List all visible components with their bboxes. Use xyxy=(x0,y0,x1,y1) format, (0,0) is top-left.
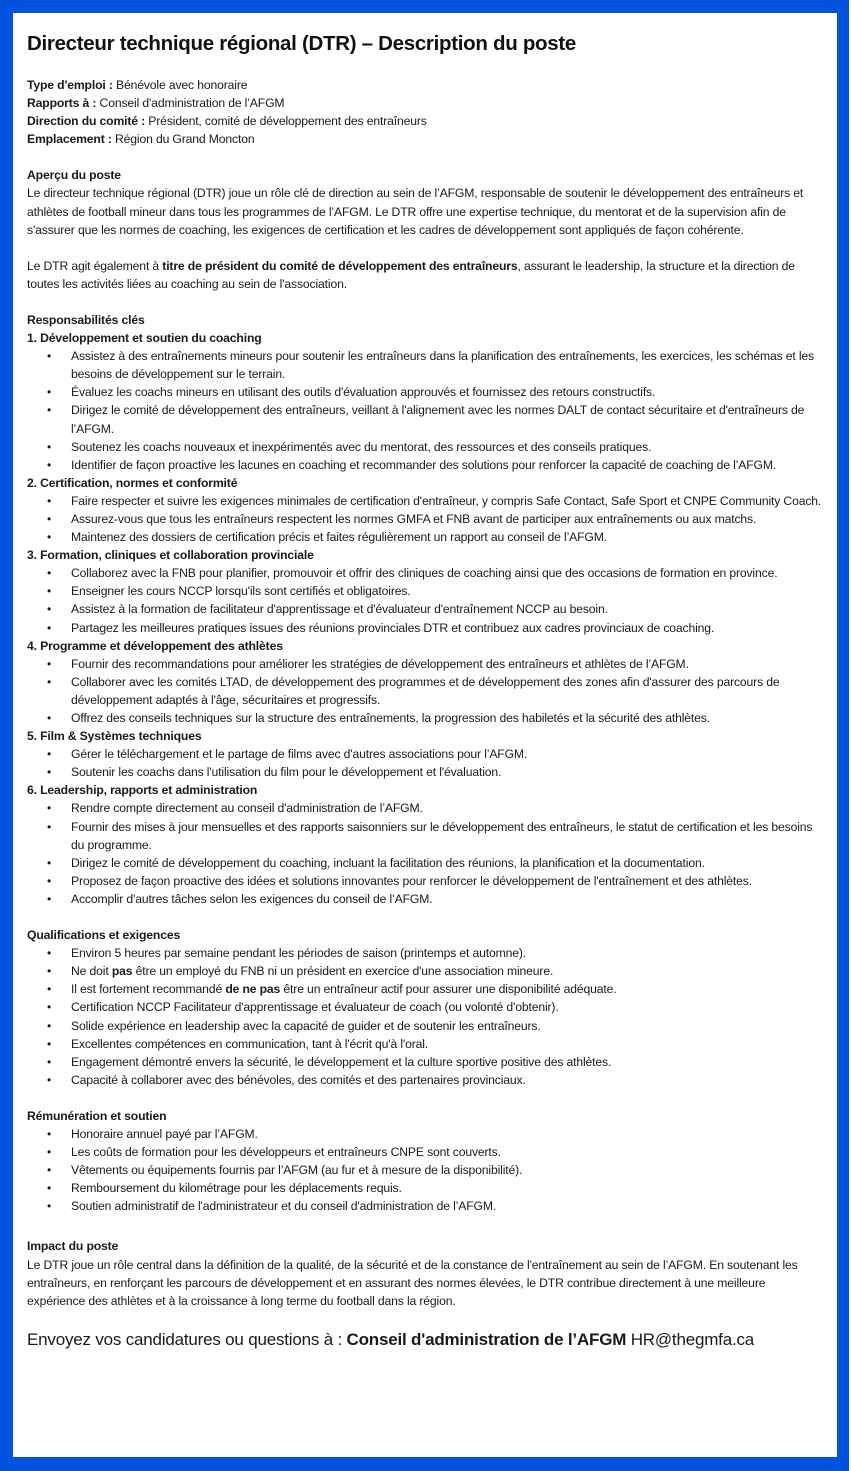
responsibility-list xyxy=(27,564,823,636)
emphasis: pas xyxy=(111,964,133,979)
section-title: Rémunération et soutien xyxy=(27,1108,167,1123)
meta-label: Type d'emploi : xyxy=(27,78,113,92)
subsection-heading: 2. Certification, normes et conformité xyxy=(27,475,238,490)
list-item: • Identifier de façon proactive les lacunes en coaching et recommander des solutions pour renforcer la capacité de coaching de l’AFGM. xyxy=(71,456,823,474)
responsibility-list xyxy=(27,492,823,546)
meta-value: Président, comité de développement des entraîneurs xyxy=(145,114,427,129)
subsection-heading: 1. Développement et soutien du coaching xyxy=(27,331,262,346)
text: Il est fortement recommandé xyxy=(71,982,226,997)
list-item: • Collaborez avec la FNB pour planifier, promouvoir et offrir des cliniques de coaching ainsi que des occasions de formation en province. xyxy=(71,564,823,582)
emphasis: de ne pas xyxy=(225,982,281,997)
list-item: • Collaborer avec les comités LTAD, de développement des programmes et de développement des zones afin d'assurer des parcours de développement adaptés à l'âge, sécuritaires et progressifs. xyxy=(71,673,823,709)
list-item xyxy=(71,980,823,998)
overview-paragraph: Le directeur technique régional (DTR) joue un rôle clé de direction au sein de l’AFGM, responsable de soutenir le développement des entraîneurs et athlètes de football mineur dans tous les programmes de l’AFGM. Le DTR offre une expertise technique, du mentorat et de la supervision afin de s'assurer que les normes de coaching, les exigences de certification et les cadres de développement sont appliqués de façon cohérente. xyxy=(27,186,804,237)
list-item: • Proposez de façon proactive des idées et solutions innovantes pour renforcer le développement de l'entraînement et des athlètes. xyxy=(71,872,823,890)
responsibilities-section xyxy=(27,311,823,908)
list-item: • Soutenir les coachs dans l'utilisation du film pour le développement et l'évaluation. xyxy=(71,763,823,781)
list-item xyxy=(71,1071,823,1089)
list-item: • Assistez à la formation de facilitateur d'apprentissage et d'évaluateur d'entraînement NCCP au besoin. xyxy=(71,600,823,618)
list-item: • Dirigez le comité de développement des entraîneurs, veillant à l'alignement avec les normes DALT de contact sécuritaire et d'entraîneurs de l’AFGM. xyxy=(71,401,823,437)
list-item: • Faire respecter et suivre les exigences minimales de certification d'entraîneur, y compris Safe Contact, Safe Sport et CNPE Community Coach. xyxy=(71,492,823,510)
meta-label: Rapports à : xyxy=(27,96,97,111)
list-item: • Soutenez les coachs nouveaux et inexpérimentés avec du mentorat, des ressources et des conseils pratiques. xyxy=(71,438,823,456)
section-title: Responsabilités clés xyxy=(27,312,145,327)
responsibility-list xyxy=(27,655,823,727)
emphasis: titre de président du comité de développement des entraîneurs xyxy=(162,258,518,273)
text: , assurant le leadership, la structure et la direction de toutes les activités liées au coaching au sein de l'association. xyxy=(27,258,795,291)
contact-line xyxy=(27,1329,823,1351)
list-item xyxy=(71,1053,823,1071)
text: Excellentes compétences en communication, tant à l'écrit qu'à l'oral. xyxy=(71,1036,429,1051)
meta-label: Emplacement : xyxy=(27,132,112,147)
text: Capacité à collaborer avec des bénévoles, des comités et des partenaires provinciaux. xyxy=(71,1072,526,1087)
text: Le DTR agit également à xyxy=(27,258,163,273)
responsibility-groups xyxy=(27,329,823,908)
impact-paragraph: Le DTR joue un rôle central dans la définition de la qualité, de la sécurité et de la constance de l'entraînement au sein de l’AFGM. En soutenant les entraîneurs, en renforçant les parcours de développement et en assurant des normes élevées, le DTR contribue directement à une meilleure expérience des athlètes et à la croissance à long terme du football dans la région. xyxy=(27,1257,798,1308)
subsection-heading: 5. Film & Systèmes techniques xyxy=(27,729,202,744)
list-item: • Partagez les meilleures pratiques issues des réunions provinciales DTR et contribuez aux cadres provinciaux de coaching. xyxy=(71,619,823,637)
compensation-section xyxy=(27,1107,823,1216)
section-title: Impact du poste xyxy=(27,1239,119,1254)
impact-section xyxy=(27,1237,823,1309)
meta-reports-to xyxy=(27,94,823,112)
list-item: • Maintenez des dossiers de certification précis et faites régulièrement un rapport au conseil de l’AFGM. xyxy=(71,528,823,546)
list-item: • Accomplir d'autres tâches selon les exigences du conseil de l’AFGM. xyxy=(71,890,823,908)
text: Engagement démontré envers la sécurité, le développement et la culture sportive positive des athlètes. xyxy=(71,1054,612,1069)
list-item: • Fournir des recommandations pour améliorer les stratégies de développement des entraîneurs et athlètes de l’AFGM. xyxy=(71,655,823,673)
subsection-heading: 4. Programme et développement des athlètes xyxy=(27,638,283,653)
meta-employment-type xyxy=(27,76,823,94)
list-item: • Assurez-vous que tous les entraîneurs respectent les normes GMFA et FNB avant de participer aux entraînements ou aux matchs. xyxy=(71,510,823,528)
meta-value: Région du Grand Moncton xyxy=(111,132,255,147)
subsection-heading: 3. Formation, cliniques et collaboration provinciale xyxy=(27,548,314,563)
list-item: • Fournir des mises à jour mensuelles et des rapports saisonniers sur le développement des entraîneurs, le statut de certification et les besoins du programme. xyxy=(71,818,823,854)
contact-organization: Conseil d'administration de l’AFGM xyxy=(346,1329,627,1349)
list-item: • Soutien administratif de l'administrateur et du conseil d'administration de l’AFGM. xyxy=(71,1197,823,1215)
list-item: • Rendre compte directement au conseil d'administration de l’AFGM. xyxy=(71,799,823,817)
list-item: • Évaluez les coachs mineurs en utilisant des outils d'évaluation approuvés et fournissez des retours constructifs. xyxy=(71,383,823,401)
list-item: • Vêtements ou équipements fournis par l’AFGM (au fur et à mesure de la disponibilité). xyxy=(71,1161,823,1179)
overview-paragraph-2 xyxy=(27,257,823,293)
list-item: • Dirigez le comité de développement du coaching, incluant la facilitation des réunions, la planification et la documentation. xyxy=(71,854,823,872)
list-item xyxy=(71,944,823,962)
text: Environ 5 heures par semaine pendant les périodes de saison (printemps et automne). xyxy=(71,946,527,961)
subsection-heading: 6. Leadership, rapports et administration xyxy=(27,783,258,798)
responsibility-list xyxy=(27,799,823,908)
list-item xyxy=(71,962,823,980)
list-item xyxy=(71,1017,823,1035)
list-item: • Honoraire annuel payé par l’AFGM. xyxy=(71,1125,823,1143)
qualifications-list xyxy=(27,944,823,1089)
list-item: • Les coûts de formation pour les développeurs et entraîneurs CNPE sont couverts. xyxy=(71,1143,823,1161)
meta-value: Conseil d'administration de l’AFGM xyxy=(96,96,285,111)
page-title: Directeur technique régional (DTR) – Description du poste xyxy=(27,32,577,55)
text: Solide expérience en leadership avec la capacité de guider et de soutenir les entraîneurs. xyxy=(71,1018,541,1033)
list-item xyxy=(71,998,823,1016)
meta-location xyxy=(27,130,823,148)
list-item: • Remboursement du kilométrage pour les déplacements requis. xyxy=(71,1179,823,1197)
text: être un employé du FNB ni un président en exercice d'une association mineure. xyxy=(132,964,554,979)
overview-section xyxy=(27,166,823,293)
list-item: • Assistez à des entraînements mineurs pour soutenir les entraîneurs dans la planification des entraînements, les exercices, les schémas et les besoins de développement sur le terrain. xyxy=(71,347,823,383)
text: être un entraîneur actif pour assurer une disponibilité adéquate. xyxy=(280,982,617,997)
responsibility-list xyxy=(27,745,823,781)
text: Certification NCCP Facilitateur d'apprentissage et évaluateur de coach (ou volonté d'obtenir). xyxy=(71,1000,559,1015)
qualifications-section xyxy=(27,926,823,1089)
contact-text: Envoyez vos candidatures ou questions à : xyxy=(27,1329,347,1349)
meta-value: Bénévole avec honoraire xyxy=(112,78,248,92)
list-item: • Enseigner les cours NCCP lorsqu'ils sont certifiés et obligatoires. xyxy=(71,582,823,600)
meta-committee-direction xyxy=(27,112,823,130)
list-item: • Offrez des conseils techniques sur la structure des entraînements, la progression des habiletés et la sécurité des athlètes. xyxy=(71,709,823,727)
meta-label: Direction du comité : xyxy=(27,114,146,129)
contact-email[interactable]: HR@thegmfa.ca xyxy=(626,1329,755,1349)
list-item xyxy=(71,1035,823,1053)
section-title: Qualifications et exigences xyxy=(27,928,181,943)
text: Ne doit xyxy=(71,964,112,979)
responsibility-list xyxy=(27,347,823,474)
job-meta xyxy=(27,76,823,148)
section-title: Aperçu du poste xyxy=(27,168,121,183)
compensation-list xyxy=(27,1125,823,1215)
list-item: • Gérer le téléchargement et le partage de films avec d'autres associations pour l’AFGM. xyxy=(71,745,823,763)
job-description-document xyxy=(13,13,837,1457)
